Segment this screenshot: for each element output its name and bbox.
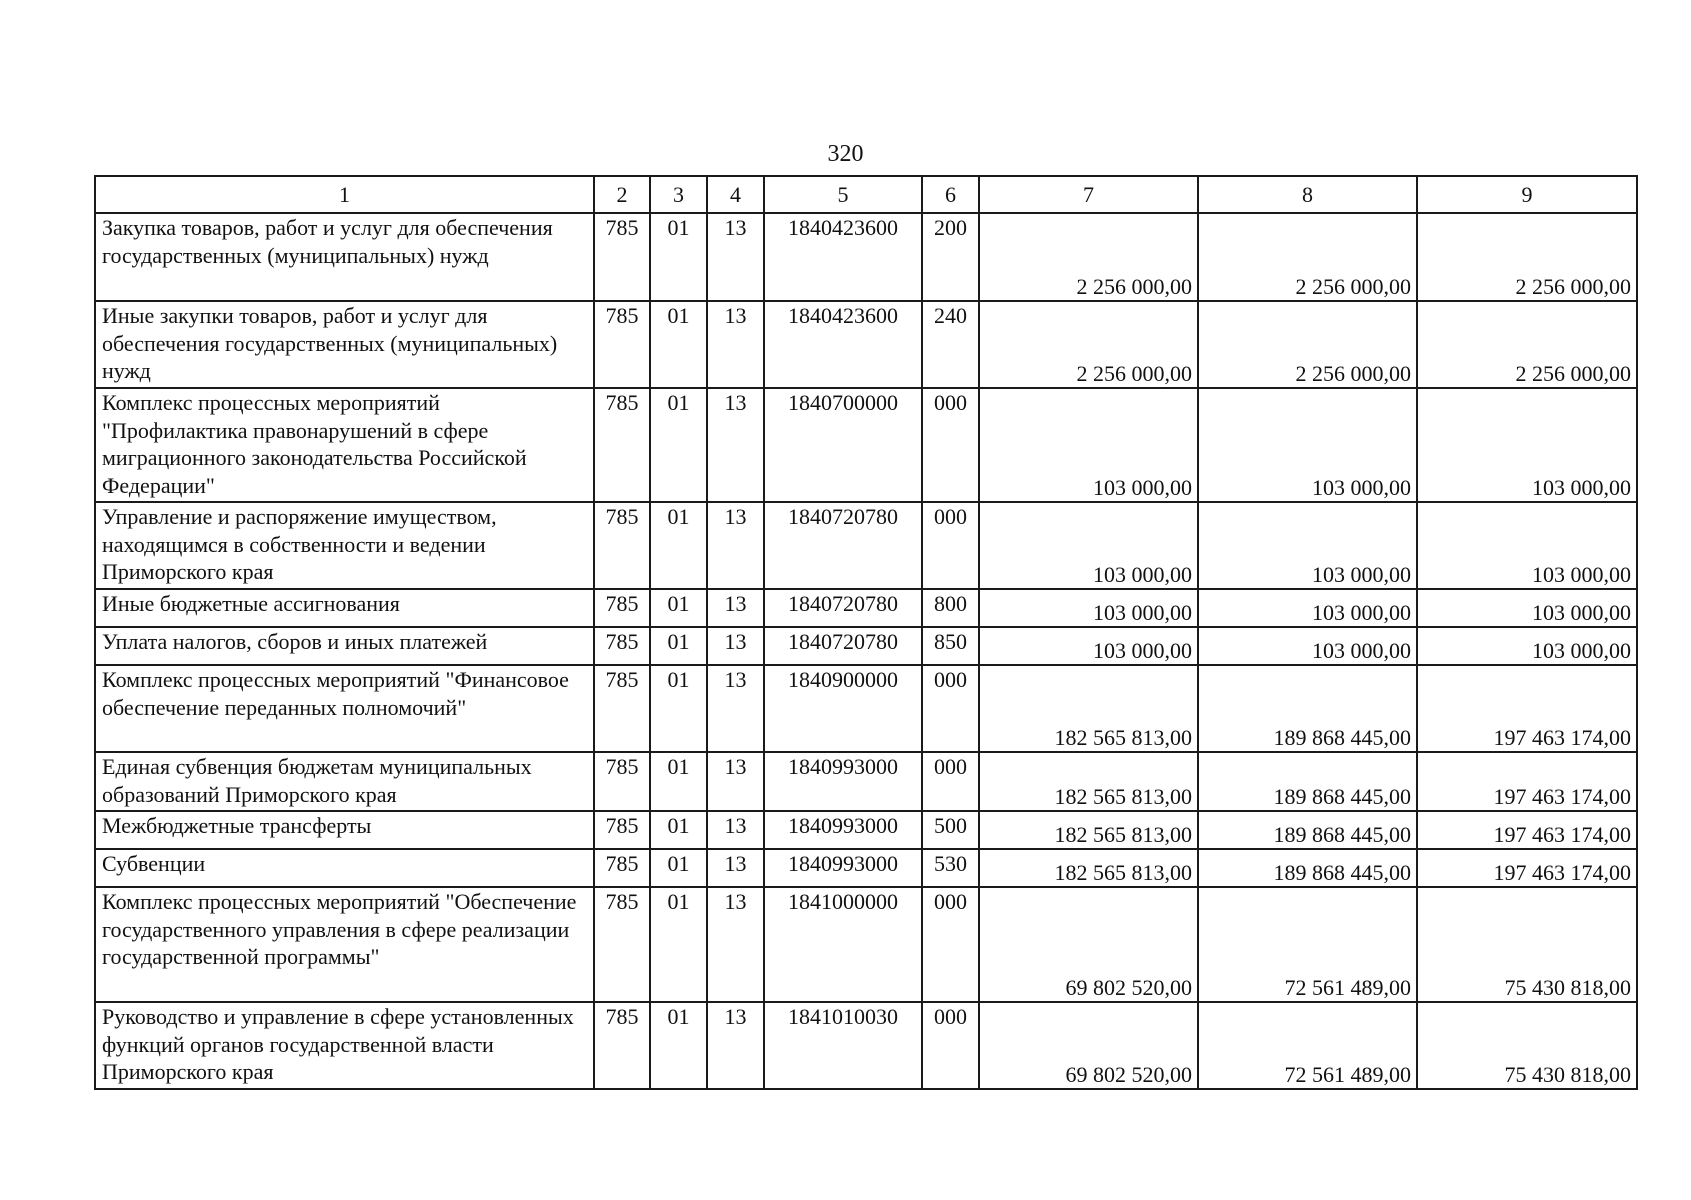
code-ministry: 785: [594, 752, 650, 811]
header-cell: 9: [1417, 176, 1637, 213]
amount-col7: 182 565 813,00: [979, 811, 1198, 849]
code-subsection: 13: [707, 752, 764, 811]
code-section: 01: [650, 665, 707, 752]
amount-col9: 197 463 174,00: [1417, 811, 1637, 849]
header-cell: 8: [1198, 176, 1417, 213]
code-section: 01: [650, 589, 707, 627]
code-subsection: 13: [707, 388, 764, 502]
amount-col7: 69 802 520,00: [979, 1002, 1198, 1089]
code-expense-type: 000: [922, 388, 979, 502]
code-expense-type: 530: [922, 849, 979, 887]
table-row: [95, 589, 1637, 627]
table-row: [95, 849, 1637, 887]
table-row: [95, 752, 1637, 811]
code-ministry: 785: [594, 301, 650, 388]
code-ministry: 785: [594, 811, 650, 849]
code-expense-type: 000: [922, 665, 979, 752]
amount-col8: 189 868 445,00: [1198, 849, 1417, 887]
code-expense-type: 800: [922, 589, 979, 627]
code-section: 01: [650, 502, 707, 589]
amount-col9: 197 463 174,00: [1417, 665, 1637, 752]
code-section: 01: [650, 849, 707, 887]
header-cell: 3: [650, 176, 707, 213]
amount-col8: 103 000,00: [1198, 589, 1417, 627]
code-expense-type: 200: [922, 213, 979, 301]
amount-col7: 103 000,00: [979, 627, 1198, 665]
code-expense-type: 000: [922, 752, 979, 811]
code-expense-type: 240: [922, 301, 979, 388]
table-row: [95, 388, 1637, 502]
code-section: 01: [650, 752, 707, 811]
code-expense-type: 850: [922, 627, 979, 665]
code-target-article: 1840423600: [764, 301, 922, 388]
item-name: Комплекс процессных мероприятий "Обеспечение государственного управления в сфере реализации государственной программы": [95, 887, 594, 1002]
item-name: Уплата налогов, сборов и иных платежей: [95, 627, 594, 665]
code-ministry: 785: [594, 502, 650, 589]
amount-col7: 69 802 520,00: [979, 887, 1198, 1002]
header-cell: 6: [922, 176, 979, 213]
code-target-article: 1841000000: [764, 887, 922, 1002]
code-ministry: 785: [594, 627, 650, 665]
table-row: [95, 1002, 1637, 1089]
amount-col7: 2 256 000,00: [979, 213, 1198, 301]
code-section: 01: [650, 627, 707, 665]
code-section: 01: [650, 213, 707, 301]
amount-col9: 2 256 000,00: [1417, 213, 1637, 301]
code-target-article: 1840700000: [764, 388, 922, 502]
amount-col8: 103 000,00: [1198, 502, 1417, 589]
code-expense-type: 000: [922, 887, 979, 1002]
budget-table: [94, 175, 1638, 1090]
amount-col9: 103 000,00: [1417, 589, 1637, 627]
code-target-article: 1840993000: [764, 752, 922, 811]
page-number: 320: [827, 141, 864, 167]
header-cell: 4: [707, 176, 764, 213]
amount-col8: 189 868 445,00: [1198, 665, 1417, 752]
code-section: 01: [650, 301, 707, 388]
header-row: [95, 176, 1637, 213]
header-cell: 5: [764, 176, 922, 213]
code-expense-type: 500: [922, 811, 979, 849]
code-ministry: 785: [594, 213, 650, 301]
item-name: Руководство и управление в сфере установленных функций органов государственной власти Приморского края: [95, 1002, 594, 1089]
code-ministry: 785: [594, 849, 650, 887]
item-name: Закупка товаров, работ и услуг для обеспечения государственных (муниципальных) нужд: [95, 213, 594, 301]
amount-col7: 182 565 813,00: [979, 752, 1198, 811]
amount-col7: 182 565 813,00: [979, 849, 1198, 887]
header-cell: 2: [594, 176, 650, 213]
code-subsection: 13: [707, 887, 764, 1002]
amount-col7: 103 000,00: [979, 589, 1198, 627]
item-name: Управление и распоряжение имуществом, находящимся в собственности и ведении Приморского края: [95, 502, 594, 589]
amount-col8: 72 561 489,00: [1198, 1002, 1417, 1089]
item-name: Межбюджетные трансферты: [95, 811, 594, 849]
table-row: [95, 665, 1637, 752]
code-subsection: 13: [707, 301, 764, 388]
code-subsection: 13: [707, 589, 764, 627]
code-subsection: 13: [707, 1002, 764, 1089]
code-ministry: 785: [594, 589, 650, 627]
header-cell: 1: [95, 176, 594, 213]
code-target-article: 1840423600: [764, 213, 922, 301]
amount-col9: 103 000,00: [1417, 627, 1637, 665]
code-section: 01: [650, 811, 707, 849]
header-cell: 7: [979, 176, 1198, 213]
amount-col7: 103 000,00: [979, 502, 1198, 589]
table-row: [95, 811, 1637, 849]
item-name: Иные закупки товаров, работ и услуг для обеспечения государственных (муниципальных) нужд: [95, 301, 594, 388]
item-name: Комплекс процессных мероприятий "Финансовое обеспечение переданных полномочий": [95, 665, 594, 752]
table-row: [95, 213, 1637, 301]
amount-col7: 2 256 000,00: [979, 301, 1198, 388]
amount-col8: 2 256 000,00: [1198, 301, 1417, 388]
code-target-article: 1840720780: [764, 502, 922, 589]
code-ministry: 785: [594, 887, 650, 1002]
table-row: [95, 627, 1637, 665]
code-subsection: 13: [707, 665, 764, 752]
code-subsection: 13: [707, 502, 764, 589]
code-subsection: 13: [707, 849, 764, 887]
item-name: Субвенции: [95, 849, 594, 887]
code-section: 01: [650, 887, 707, 1002]
table-row: [95, 887, 1637, 1002]
code-section: 01: [650, 388, 707, 502]
code-subsection: 13: [707, 213, 764, 301]
item-name: Иные бюджетные ассигнования: [95, 589, 594, 627]
code-expense-type: 000: [922, 1002, 979, 1089]
amount-col9: 75 430 818,00: [1417, 1002, 1637, 1089]
amount-col8: 103 000,00: [1198, 627, 1417, 665]
table-row: [95, 502, 1637, 589]
code-target-article: 1840720780: [764, 627, 922, 665]
code-target-article: 1841010030: [764, 1002, 922, 1089]
amount-col9: 197 463 174,00: [1417, 849, 1637, 887]
amount-col8: 2 256 000,00: [1198, 213, 1417, 301]
code-subsection: 13: [707, 811, 764, 849]
code-target-article: 1840993000: [764, 811, 922, 849]
amount-col9: 103 000,00: [1417, 502, 1637, 589]
amount-col7: 182 565 813,00: [979, 665, 1198, 752]
code-expense-type: 000: [922, 502, 979, 589]
amount-col7: 103 000,00: [979, 388, 1198, 502]
amount-col9: 197 463 174,00: [1417, 752, 1637, 811]
code-subsection: 13: [707, 627, 764, 665]
item-name: Единая субвенция бюджетам муниципальных образований Приморского края: [95, 752, 594, 811]
item-name: Комплекс процессных мероприятий "Профилактика правонарушений в сфере миграционного законодательства Российской Федерации": [95, 388, 594, 502]
code-target-article: 1840720780: [764, 589, 922, 627]
amount-col9: 103 000,00: [1417, 388, 1637, 502]
code-target-article: 1840900000: [764, 665, 922, 752]
code-ministry: 785: [594, 1002, 650, 1089]
amount-col9: 75 430 818,00: [1417, 887, 1637, 1002]
code-target-article: 1840993000: [764, 849, 922, 887]
amount-col8: 189 868 445,00: [1198, 811, 1417, 849]
code-ministry: 785: [594, 388, 650, 502]
amount-col8: 189 868 445,00: [1198, 752, 1417, 811]
amount-col8: 72 561 489,00: [1198, 887, 1417, 1002]
code-ministry: 785: [594, 665, 650, 752]
table-row: [95, 301, 1637, 388]
amount-col8: 103 000,00: [1198, 388, 1417, 502]
code-section: 01: [650, 1002, 707, 1089]
amount-col9: 2 256 000,00: [1417, 301, 1637, 388]
